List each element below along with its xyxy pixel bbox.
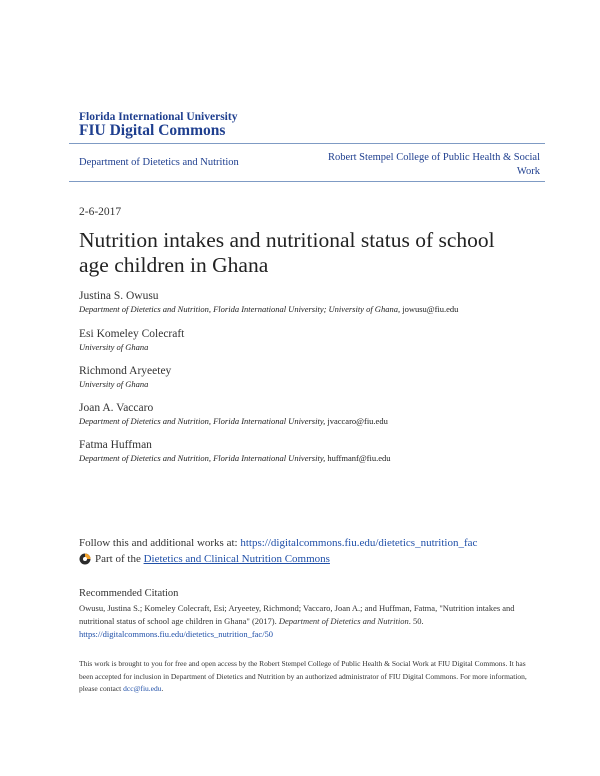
author-name: Justina S. Owusu <box>79 290 159 302</box>
footer-line2: been accepted for inclusion in Department of Dietetics and Nutrition by an authorized administrator of FIU Digital Commons. For more information, <box>79 671 527 681</box>
footer-notice <box>79 658 539 696</box>
paper-title <box>79 228 495 278</box>
header-rule-top <box>69 143 545 144</box>
department-link[interactable]: Department of Dietetics and Nutrition <box>79 157 239 168</box>
follow-label: Follow this and additional works at: <box>79 537 238 549</box>
author-block-2 <box>79 328 184 352</box>
college-line2: Work <box>516 166 540 177</box>
publication-date: 2-6-2017 <box>79 206 122 218</box>
title-line1: Nutrition intakes and nutritional status of school <box>79 228 495 252</box>
author-email[interactable]: jvaccaro@fiu.edu <box>327 416 388 426</box>
institution-name: Florida International University <box>79 111 238 123</box>
partof-label: Part of the <box>95 553 141 565</box>
college-line1: Robert Stempel College of Public Health & Social <box>327 152 540 163</box>
author-name: Esi Komeley Colecraft <box>79 328 185 340</box>
author-block-1 <box>79 290 458 314</box>
contact-email-link[interactable]: dcc@fiu.edu <box>123 684 162 693</box>
author-affiliation: University of Ghana <box>79 342 149 352</box>
citation-line1: Owusu, Justina S.; Komeley Colecraft, Esi; Aryeetey, Richmond; Vaccaro, Joan A.; and Huffman, Fatma, "Nutrition intakes and <box>79 603 515 613</box>
partof-line <box>79 553 330 565</box>
citation-text <box>79 602 539 641</box>
citation-heading: Recommended Citation <box>79 588 179 599</box>
author-affiliation: Department of Dietetics and Nutrition, Florida International University; University of Ghana, jowusu@fiu.edu <box>79 304 459 314</box>
title-line2: age children in Ghana <box>79 253 269 277</box>
author-name: Richmond Aryeetey <box>79 365 172 377</box>
header-rule-bottom <box>69 181 545 182</box>
repository-name[interactable]: FIU Digital Commons <box>79 122 226 139</box>
collection-url-link[interactable]: https://digitalcommons.fiu.edu/dietetics_nutrition_fac <box>240 537 478 549</box>
author-block-4 <box>79 402 388 426</box>
citation-url-link[interactable]: https://digitalcommons.fiu.edu/dietetics_nutrition_fac/50 <box>79 629 274 639</box>
network-icon <box>79 553 91 565</box>
footer-line3: please contact dcc@fiu.edu. <box>79 684 164 693</box>
author-email[interactable]: huffmanf@fiu.edu <box>327 453 391 463</box>
citation-journal: Department of Dietetics and Nutrition <box>278 616 409 626</box>
author-name: Joan A. Vaccaro <box>79 402 154 414</box>
author-affiliation: Department of Dietetics and Nutrition, Florida International University, huffmanf@fiu.edu <box>79 453 391 463</box>
author-affiliation: Department of Dietetics and Nutrition, Florida International University, jvaccaro@fiu.edu <box>79 416 388 426</box>
author-email[interactable]: jowusu@fiu.edu <box>402 304 459 314</box>
author-name: Fatma Huffman <box>79 439 152 451</box>
citation-line2: nutritional status of school age children in Ghana" (2017). Department of Dietetics and Nutrition. 50. <box>79 616 424 626</box>
commons-link[interactable]: Dietetics and Clinical Nutrition Commons <box>143 553 330 565</box>
college-link[interactable] <box>328 151 540 179</box>
author-block-3 <box>79 365 171 389</box>
author-affiliation: University of Ghana <box>79 379 149 389</box>
follow-line <box>79 537 477 549</box>
author-block-5 <box>79 439 391 463</box>
footer-line1: This work is brought to you for free and open access by the Robert Stempel College of Public Health & Social Work at FIU Digital Commons. It has <box>79 659 526 668</box>
